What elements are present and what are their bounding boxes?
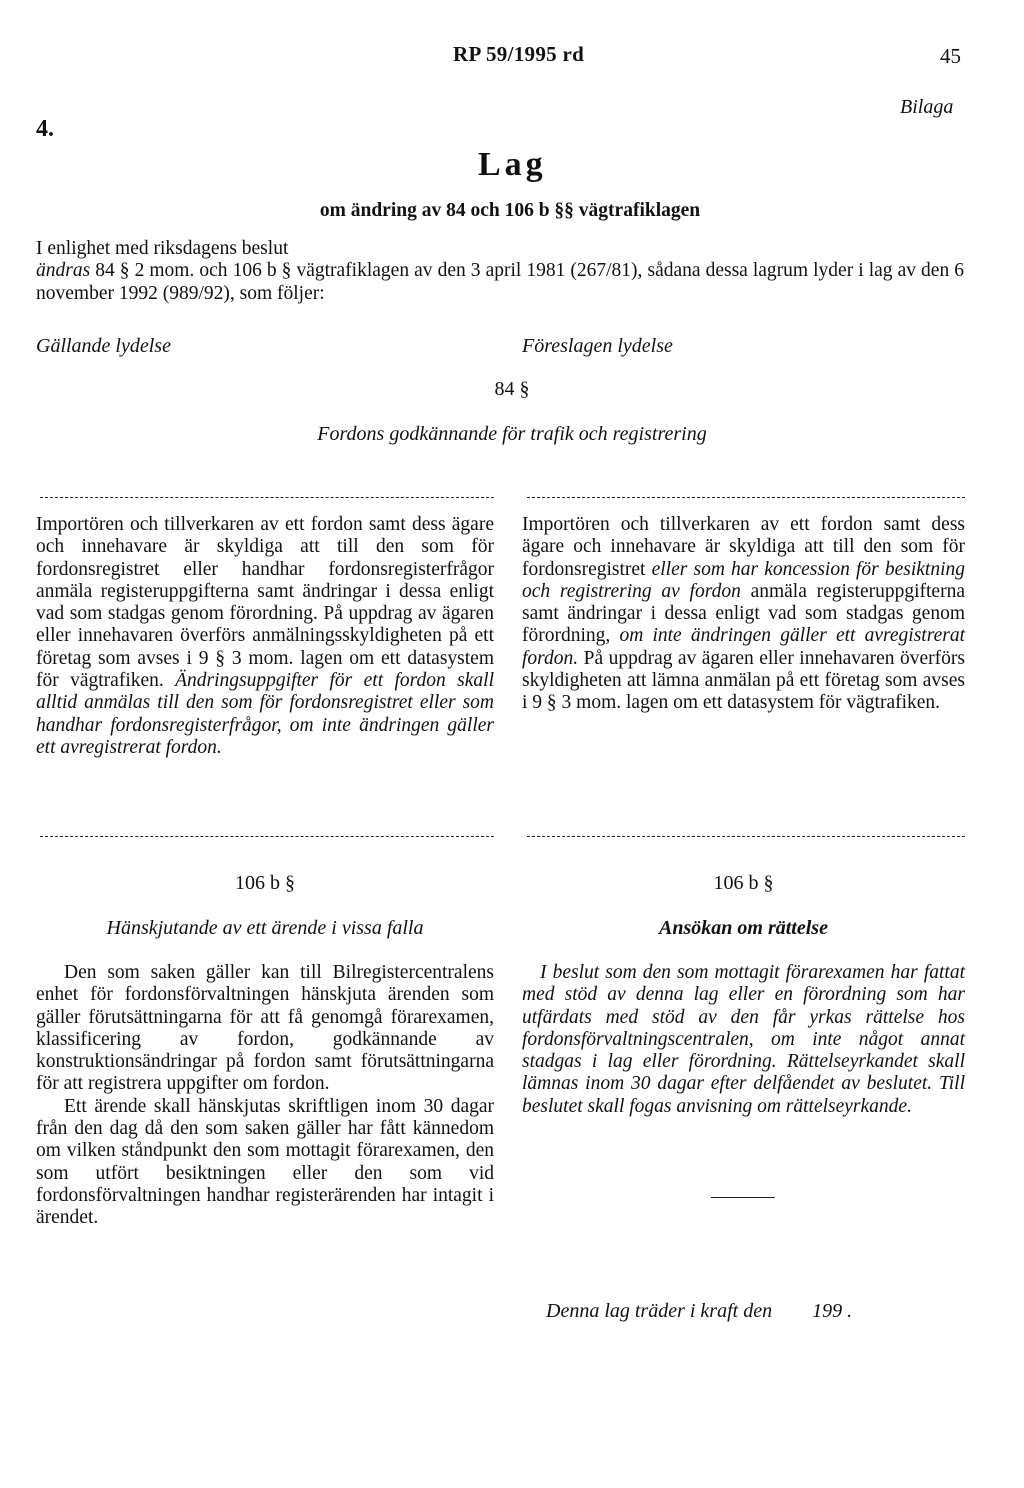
preamble-text — [36, 260, 964, 305]
section-106b-proposed-p1: I beslut som den som mottagit förarexamen har fattat med stöd av denna lag eller en förordning som har utfärdats med stöd av den får yrkas rättelse hos fordonsförvaltningscentralen, om inte något annat stadgas i lag eller förordning. Rättelseyrkandet skall lämnas inom 30 dagar efter delfåendet av beslutet. Till beslutet skall fogas anvisning om rättelseyrkande. — [522, 962, 965, 1117]
preamble — [36, 238, 964, 305]
section-84-proposed-b: eller som har koncession för besiktning och registrering av fordon — [522, 558, 965, 602]
section-84-heading: Fordons godkännande för trafik och registrering — [317, 423, 707, 445]
section-106b-proposed-number: 106 b § — [713, 872, 774, 894]
dashed-separator — [40, 836, 494, 837]
annex-label: Bilaga — [900, 96, 954, 118]
section-106b-current-text — [36, 962, 494, 1230]
section-84-proposed-e: På uppdrag av ägaren eller innehavaren överförs skyldigheten att lämna anmälan på ett företag som avses i 9 § 3 mom. lagen om ett datasystem för vägtrafiken. — [522, 647, 965, 714]
section-84-current-text — [36, 514, 494, 759]
section-106b-current-p2: Ett ärende skall hänskjutas skriftligen inom 30 dagar från den dag då den som saken gäller har fått kännedom om vilken ståndpunkt den som mottagit förarexamen, den som utfört besiktningen eller den som vid fordonsförvaltningen handhar registerärenden har intagit i ärendet. — [36, 1095, 494, 1229]
closing-rule — [711, 1197, 775, 1198]
preamble-rest: 84 § 2 mom. och 106 b § vägtrafiklagen av den 3 april 1981 (267/81), sådana dessa lagrum lyder i lag av den 6 november 1992 (989/92), som följer: — [36, 260, 964, 304]
section-84-current-italic: Ändringsuppgifter för ett fordon skall alltid anmälas till den som för fordonsregistret eller som handhar fordonsregisterfrågor, om inte ändringen gäller ett avregistrerat fordon. — [36, 670, 494, 758]
running-title: RP 59/1995 rd — [453, 42, 585, 66]
section-106b-current-p1: Den som saken gäller kan till Bilregistercentralens enhet för fordonsförvaltningen hänskjuta ärenden som gäller förutsättningarna för att få genomgå förarexamen, klassificering av fordon, godkännande av konstruktionsändringar på fordon samt förutsättningarna för att registrera uppgifter om fordon. — [36, 962, 494, 1095]
proposed-wording-label: Föreslagen lydelse — [522, 335, 673, 357]
section-84-proposed-text — [522, 514, 965, 715]
preamble-line: I enlighet med riksdagens beslut — [36, 238, 289, 259]
preamble-amended-word: ändras — [36, 260, 91, 282]
dashed-separator — [527, 836, 965, 837]
section-106b-current-heading: Hänskjutande av ett ärende i vissa falla — [106, 917, 424, 939]
bill-number: 4. — [36, 116, 54, 142]
section-84-current-p1: Importören och tillverkaren av ett fordon samt dess ägare och innehavare är skyldiga att till den som för fordonsregistret eller handhar fordonsregisterfrågor anmäla registeruppgifterna samt ändringar i dessa enligt vad som stadgas genom förordning. På uppdrag av ägaren eller innehavaren överförs anmälningsskyldigheten på ett företag som avses i 9 § 3 mom. lagen om ett datasystem för vägtrafiken. — [36, 514, 494, 692]
section-106b-proposed-heading: Ansökan om rättelse — [659, 917, 828, 939]
law-subtitle: om ändring av 84 och 106 b §§ vägtrafiklagen — [319, 200, 701, 221]
section-106b-proposed-text — [522, 962, 965, 1118]
dashed-separator — [40, 497, 494, 498]
page-number: 45 — [940, 44, 961, 68]
law-heading: Lag — [478, 146, 547, 183]
section-84-number: 84 § — [494, 378, 530, 400]
section-106b-current-number: 106 b § — [235, 872, 295, 894]
section-84-proposed-a: Importören och tillverkaren av ett fordon samt dess ägare och innehavare är skyldiga att till den som för fordonsregistret — [522, 514, 965, 580]
entry-into-force: Denna lag träder i kraft den 199 . — [546, 1300, 853, 1322]
dashed-separator — [527, 497, 965, 498]
section-84-proposed-d: om inte ändringen gäller ett avregistrerat fordon. — [522, 625, 965, 669]
current-wording-label: Gällande lydelse — [36, 335, 171, 357]
section-84-proposed-c: anmäla registeruppgifterna samt ändringar i dessa enligt vad som stadgas genom förordning, — [522, 580, 965, 647]
